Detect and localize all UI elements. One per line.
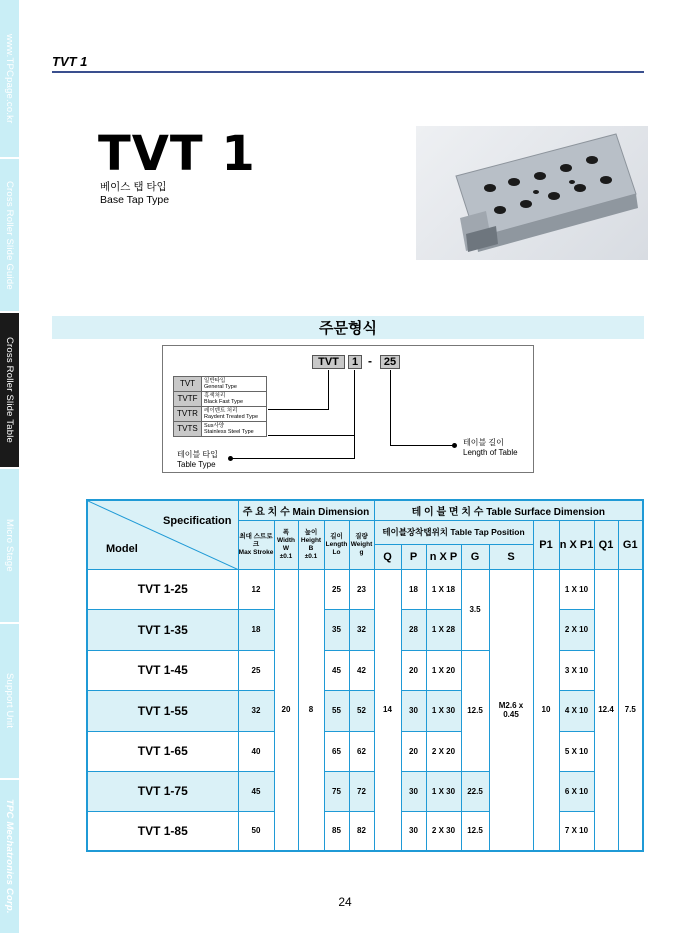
nxp1-cell: 1 X 10 [559, 569, 594, 609]
col-p1-header: P1 [533, 520, 559, 569]
product-photo [416, 126, 648, 260]
type-code: TVT [174, 377, 202, 392]
nxp-cell: 1 X 30 [426, 771, 461, 811]
nxp-cell: 1 X 18 [426, 569, 461, 609]
p-cell: 20 [401, 650, 426, 690]
g-cell: 3.5 [461, 569, 489, 650]
type-option-row [174, 422, 267, 437]
type-name-ko: Sus사양 [204, 423, 225, 429]
type-code: TVTF [174, 392, 202, 407]
p-cell: 18 [401, 569, 426, 609]
model-label: Model [106, 542, 138, 555]
col-width-sym: W [282, 544, 290, 552]
header-rule [52, 71, 644, 73]
order-format-title: 주문형식 [319, 320, 377, 337]
weight-cell: 62 [349, 731, 374, 771]
stroke-cell: 40 [238, 731, 274, 771]
stroke-cell: 45 [238, 771, 274, 811]
col-stroke-header [238, 520, 274, 569]
col-height-sym: B [308, 544, 314, 552]
model-cell: TVT 1-25 [87, 569, 238, 609]
length-label-ko: 테이블 길이 [463, 438, 504, 447]
code-part-size: 1 [348, 355, 362, 369]
width-cell: 20 [274, 569, 298, 851]
weight-cell: 42 [349, 650, 374, 690]
code-dash: - [368, 354, 372, 368]
g-cell: 12.5 [461, 650, 489, 771]
nxp1-cell: 5 X 10 [559, 731, 594, 771]
table-type-label-en: Table Type [177, 460, 216, 469]
col-q-header: Q [374, 544, 401, 569]
table-row [87, 731, 643, 771]
table-type-label [177, 450, 218, 470]
col-weight-ko: 질량 [355, 532, 368, 540]
col-height-ko: 높이 [304, 528, 318, 536]
header-title: TVT 1 [52, 54, 88, 69]
type-name-en: Raydent Treated Type [204, 414, 259, 420]
col-length-header [324, 520, 349, 569]
col-q1-header: Q1 [594, 520, 618, 569]
table-row [87, 690, 643, 731]
type-name-ko: 흑색처리 [204, 393, 226, 399]
stroke-cell: 32 [238, 690, 274, 731]
type-name-ko: 일반타입 [204, 378, 226, 384]
nxp-cell: 1 X 20 [426, 650, 461, 690]
type-option-row [174, 377, 267, 392]
stroke-cell: 12 [238, 569, 274, 609]
code-part-length: 25 [380, 355, 400, 369]
code-part-series: TVT [312, 355, 345, 369]
type-name-ko: 레이덴트 처리 [204, 408, 238, 414]
nxp1-cell: 7 X 10 [559, 811, 594, 851]
q-cell: 14 [374, 569, 401, 851]
col-weight-header [349, 520, 374, 569]
product-title: TVT 1 [98, 126, 256, 182]
spec-table [86, 499, 644, 852]
q1-cell: 12.4 [594, 569, 618, 851]
weight-cell: 23 [349, 569, 374, 609]
model-cell: TVT 1-55 [87, 690, 238, 731]
side-tab-label: www.TPCpage.co.kr [4, 33, 15, 124]
nxp1-cell: 6 X 10 [559, 771, 594, 811]
length-cell: 35 [324, 609, 349, 650]
stroke-cell: 18 [238, 609, 274, 650]
table-row [87, 569, 643, 609]
length-cell: 45 [324, 650, 349, 690]
side-tab-support-unit[interactable] [0, 624, 19, 778]
nxp-cell: 1 X 28 [426, 609, 461, 650]
table-row [87, 771, 643, 811]
table-row [87, 811, 643, 851]
col-weight-sym: g [359, 548, 364, 556]
weight-cell: 82 [349, 811, 374, 851]
col-g-header: G [461, 544, 489, 569]
type-code: TVTR [174, 407, 202, 422]
main-dimension-header: 주 요 치 수 Main Dimension [238, 500, 374, 520]
specification-label: Specification [163, 515, 232, 527]
p1-cell: 10 [533, 569, 559, 851]
model-cell: TVT 1-75 [87, 771, 238, 811]
side-tab-label: TPC Mechatronics Corp. [4, 799, 15, 914]
g-cell: 12.5 [461, 811, 489, 851]
col-width-tol: ±0.1 [279, 552, 293, 560]
p-cell: 30 [401, 690, 426, 731]
table-row [87, 609, 643, 650]
type-options-table [173, 376, 267, 437]
table-type-label-ko: 테이블 타입 [177, 450, 218, 459]
col-stroke-ko: 최대 스트로크 [239, 532, 273, 548]
col-length-en: Length [325, 540, 348, 548]
side-tab-cross-roller-slide-table[interactable] [0, 313, 19, 467]
weight-cell: 52 [349, 690, 374, 731]
nxp-cell: 2 X 30 [426, 811, 461, 851]
col-weight-en: Weight [350, 540, 373, 548]
type-option-row [174, 407, 267, 422]
type-name-en: Stainless Steel Type [204, 429, 254, 435]
weight-cell: 72 [349, 771, 374, 811]
p-cell: 20 [401, 731, 426, 771]
page-number: 24 [338, 895, 352, 909]
col-p-header: P [401, 544, 426, 569]
col-g1-header: G1 [618, 520, 643, 569]
side-navigation [0, 0, 19, 933]
model-cell: TVT 1-45 [87, 650, 238, 690]
s-cell: M2.6 x 0.45 [489, 569, 533, 851]
length-cell: 55 [324, 690, 349, 731]
height-cell: 8 [298, 569, 324, 851]
nxp1-cell: 2 X 10 [559, 609, 594, 650]
nxp-cell: 2 X 20 [426, 731, 461, 771]
col-width-en: Width [277, 536, 295, 544]
col-stroke-en: Max Stroke [238, 548, 274, 556]
col-height-tol: ±0.1 [304, 552, 318, 560]
col-nxp1-header: n X P1 [559, 520, 594, 569]
stroke-cell: 25 [238, 650, 274, 690]
col-nxp-header: n X P [426, 544, 461, 569]
side-tab-label: Cross Roller Slide Guide [4, 180, 15, 290]
col-length-sym: Lo [332, 548, 341, 556]
col-width-header [274, 520, 298, 569]
product-subtitle-en: Base Tap Type [100, 194, 170, 206]
length-cell: 85 [324, 811, 349, 851]
model-cell: TVT 1-35 [87, 609, 238, 650]
length-cell: 75 [324, 771, 349, 811]
model-cell: TVT 1-65 [87, 731, 238, 771]
type-option-row [174, 392, 267, 407]
tap-position-header: 테이블장착탭위치 Table Tap Position [374, 520, 533, 544]
type-code: TVTS [174, 422, 202, 437]
side-tab-label: Micro Stage [4, 519, 15, 572]
g1-cell: 7.5 [618, 569, 643, 851]
col-height-en: Height [300, 536, 322, 544]
nxp1-cell: 3 X 10 [559, 650, 594, 690]
col-height-header [298, 520, 324, 569]
table-row [87, 650, 643, 690]
side-tab-label: Support Unit [4, 673, 15, 729]
length-cell: 65 [324, 731, 349, 771]
side-tab-label: Cross Roller Slide Table [4, 336, 15, 443]
p-cell: 30 [401, 771, 426, 811]
nxp-cell: 1 X 30 [426, 690, 461, 731]
p-cell: 30 [401, 811, 426, 851]
p-cell: 28 [401, 609, 426, 650]
length-label [463, 438, 518, 458]
length-cell: 25 [324, 569, 349, 609]
g-cell: 22.5 [461, 771, 489, 811]
col-s-header: S [489, 544, 533, 569]
order-format-bar [52, 316, 644, 339]
side-tab-company[interactable] [0, 780, 19, 933]
col-width-ko: 폭 [282, 528, 290, 536]
col-length-ko: 길이 [330, 532, 343, 540]
side-tab-website[interactable] [0, 0, 19, 157]
nxp1-cell: 4 X 10 [559, 690, 594, 731]
stroke-cell: 50 [238, 811, 274, 851]
product-subtitle-ko: 베이스 탭 타입 [100, 181, 167, 193]
type-name-en: Black Fast Type [204, 399, 244, 405]
weight-cell: 32 [349, 609, 374, 650]
model-cell: TVT 1-85 [87, 811, 238, 851]
type-name-en: General Type [204, 384, 237, 390]
side-tab-cross-roller-slide-guide[interactable] [0, 159, 19, 311]
side-tab-micro-stage[interactable] [0, 469, 19, 622]
length-label-en: Length of Table [463, 448, 518, 457]
spec-model-header [87, 500, 238, 569]
surface-dimension-header: 테 이 블 면 치 수 Table Surface Dimension [374, 500, 643, 520]
